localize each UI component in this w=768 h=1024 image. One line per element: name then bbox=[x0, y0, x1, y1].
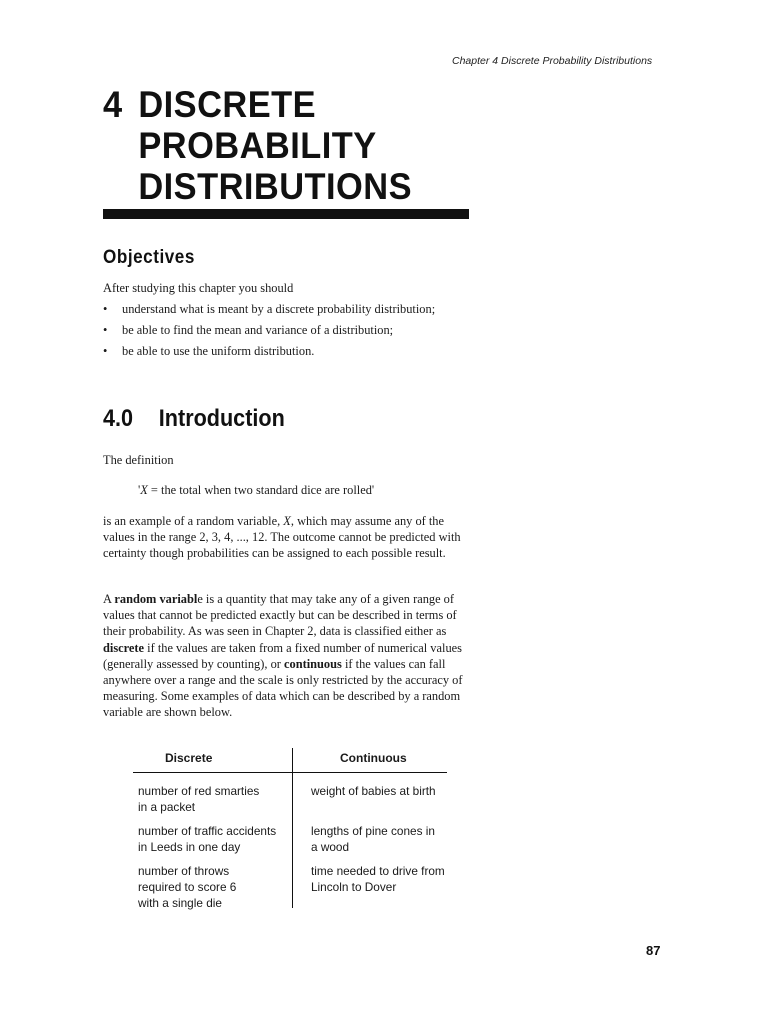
para2-text-a: A bbox=[103, 592, 115, 606]
objective-item bbox=[103, 301, 473, 317]
objectives-intro: After studying this chapter you should bbox=[103, 281, 294, 295]
definition-lead: The definition bbox=[103, 453, 174, 467]
title-rule bbox=[103, 209, 469, 219]
table-cell-discrete: number of red smarties in a packet bbox=[138, 784, 260, 815]
running-head: Chapter 4 Discrete Probability Distributions bbox=[452, 55, 653, 67]
open-quote: ' bbox=[138, 483, 141, 497]
objective-item bbox=[103, 343, 473, 359]
bullet-dot: • bbox=[103, 344, 108, 359]
table-cell-continuous: lengths of pine cones in a wood bbox=[311, 824, 435, 855]
term-random-variable: random variabl bbox=[114, 592, 198, 606]
para1-text-a: is an example of a random variable, bbox=[103, 514, 284, 528]
chapter-title-line-2: PROBABILITY bbox=[138, 125, 377, 166]
variable-x: X bbox=[140, 483, 148, 497]
table-cell-continuous: weight of babies at birth bbox=[311, 784, 436, 798]
objective-text: be able to find the mean and variance of a distribution; bbox=[122, 323, 394, 338]
definition bbox=[138, 482, 508, 498]
table-header-continuous: Continuous bbox=[340, 751, 407, 765]
objective-text: understand what is meant by a discrete probability distribution; bbox=[122, 302, 436, 316]
page-number: 87 bbox=[646, 943, 661, 958]
table-cell-discrete: number of throws required to score 6 with a single die bbox=[138, 864, 237, 911]
para2-text-d: if the values can fall anywhere over a range and the scale is only restricted by the accuracy of measuring. Some examples of data which can be described by a random variable are shown below. bbox=[103, 656, 463, 720]
chapter-title bbox=[103, 84, 412, 207]
bullet-dot: • bbox=[103, 323, 108, 338]
definition-text: = the total when two standard dice are rolled' bbox=[147, 483, 375, 497]
objectives-list bbox=[103, 301, 473, 365]
table-cell-discrete: number of traffic accidents in Leeds in one day bbox=[138, 824, 277, 855]
para2-text-b: e is a quantity that may take any of a given range of values that cannot be predicted exactly but can be described in terms of their probability. As was seen in Chapter 2, data is classified either as bbox=[103, 592, 457, 639]
variable-x: X bbox=[283, 514, 291, 528]
para2-text-c: if the values are taken from a fixed number of numerical values (generally assessed by counting), or bbox=[103, 640, 462, 671]
objectives-heading: Objectives bbox=[103, 247, 195, 268]
section-title: Introduction bbox=[158, 405, 285, 432]
para1-text-b: , which may assume any of the values in the range 2, 3, 4, ..., 12. The outcome cannot be predicted with certainty though probabilities can be assigned to each possible result. bbox=[103, 514, 461, 561]
section-number: 4.0 bbox=[103, 405, 134, 432]
paragraph-random-variable-example bbox=[103, 513, 473, 562]
table-header-rule bbox=[133, 772, 447, 773]
introduction-heading bbox=[103, 405, 285, 433]
chapter-title-line-1: DISCRETE bbox=[138, 84, 317, 125]
objective-text: be able to use the uniform distribution. bbox=[122, 344, 315, 359]
objective-item bbox=[103, 322, 473, 338]
chapter-title-line-3: DISTRIBUTIONS bbox=[138, 166, 413, 207]
table-header-discrete: Discrete bbox=[165, 751, 213, 765]
paragraph-random-variable-definition bbox=[103, 591, 473, 721]
table-cell-continuous: time needed to drive from Lincoln to Dover bbox=[311, 864, 445, 895]
chapter-number: 4 bbox=[103, 84, 123, 125]
term-discrete: discrete bbox=[103, 640, 145, 655]
bullet-dot: • bbox=[103, 302, 108, 316]
term-continuous: continuous bbox=[284, 656, 342, 671]
